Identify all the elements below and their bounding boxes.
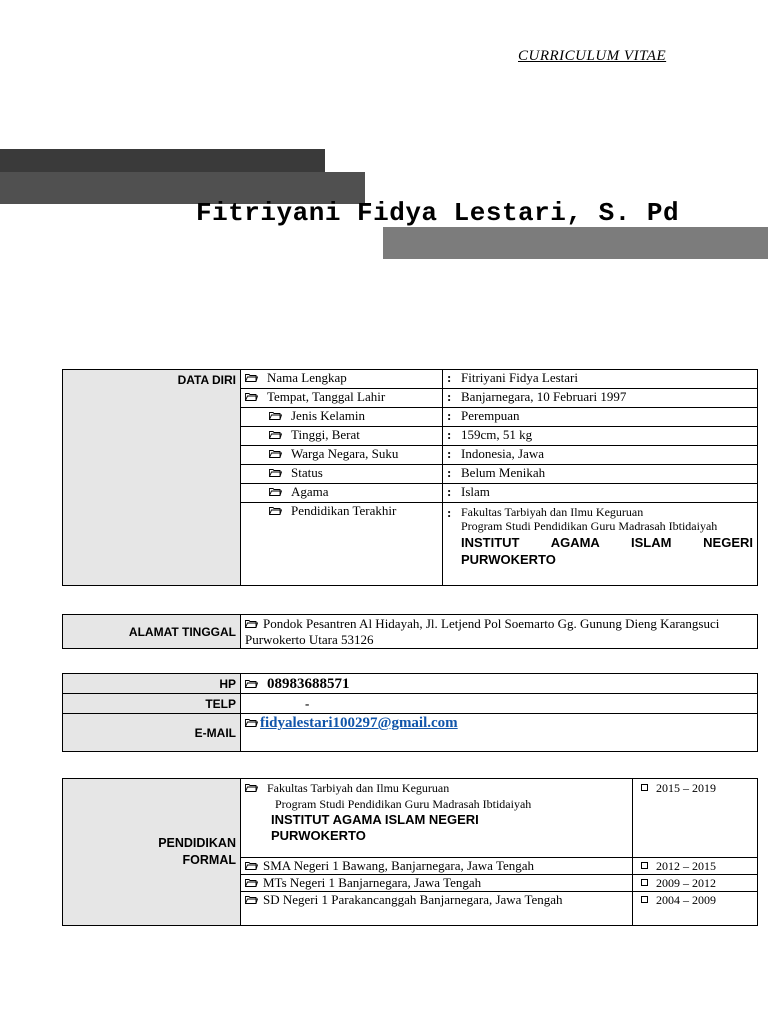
checkbox-icon	[641, 862, 648, 869]
email-value	[241, 714, 758, 752]
checkbox-icon	[641, 784, 648, 791]
education-mts-years: 2009 – 2012	[633, 875, 758, 892]
field-jenis-kelamin: Jenis Kelamin	[241, 408, 443, 427]
folder-icon	[269, 487, 282, 496]
checkbox-icon	[641, 879, 648, 886]
value-nama: : Fitriyani Fidya Lestari	[443, 370, 758, 389]
education-sd-years: 2004 – 2009	[633, 892, 758, 926]
field-tinggi-berat: Tinggi, Berat	[241, 427, 443, 446]
telp-label: TELP	[63, 694, 241, 714]
value-ttl: : Banjarnegara, 10 Februari 1997	[443, 389, 758, 408]
folder-icon	[245, 895, 258, 904]
full-name: Fitriyani Fidya Lestari, S. Pd	[196, 198, 680, 228]
value-status: : Belum Menikah	[443, 465, 758, 484]
folder-icon	[245, 619, 258, 628]
education-sma-years: 2012 – 2015	[633, 858, 758, 875]
email-label: E-MAIL	[63, 714, 241, 752]
contact-table	[62, 673, 758, 752]
folder-icon	[245, 861, 258, 870]
folder-icon	[245, 783, 258, 792]
folder-icon	[269, 468, 282, 477]
alamat-label: ALAMAT TINGGAL	[63, 615, 241, 649]
education-label: PENDIDIKAN FORMAL	[63, 779, 241, 926]
education-mts: MTs Negeri 1 Banjarnegara, Jawa Tengah	[241, 875, 633, 892]
folder-icon	[245, 679, 258, 688]
field-status: Status	[241, 465, 443, 484]
value-tinggi-berat: : 159cm, 51 kg	[443, 427, 758, 446]
field-warga-negara: Warga Negara, Suku	[241, 446, 443, 465]
cv-title: CURRICULUM VITAE	[518, 48, 667, 64]
folder-icon	[245, 718, 258, 727]
field-agama: Agama	[241, 484, 443, 503]
education-sma: SMA Negeri 1 Bawang, Banjarnegara, Jawa Tengah	[241, 858, 633, 875]
folder-icon	[269, 506, 282, 515]
folder-icon	[269, 411, 282, 420]
folder-icon	[269, 430, 282, 439]
decorative-bar-right	[383, 227, 768, 259]
folder-icon	[269, 449, 282, 458]
field-pendidikan-terakhir: Pendidikan Terakhir	[241, 503, 443, 586]
education-table	[62, 778, 758, 926]
data-diri-table	[62, 369, 758, 586]
email-link[interactable]: fidyalestari100297@gmail.com	[260, 715, 458, 731]
field-ttl: Tempat, Tanggal Lahir	[241, 389, 443, 408]
field-nama: Nama Lengkap	[241, 370, 443, 389]
hp-label: HP	[63, 674, 241, 694]
education-sd: SD Negeri 1 Parakancanggah Banjarnegara, Jawa Tengah	[241, 892, 633, 926]
folder-icon	[245, 373, 258, 382]
alamat-table	[62, 614, 758, 649]
checkbox-icon	[641, 896, 648, 903]
value-pendidikan-terakhir: : Fakultas Tarbiyah dan Ilmu Keguruan Program Studi Pendidikan Guru Madrasah Ibtidaiyah INSTITUT AGAMA ISLAM NEGERI PURWOKERTO	[443, 503, 758, 586]
telp-value: -	[241, 694, 758, 714]
folder-icon	[245, 392, 258, 401]
value-warga-negara: : Indonesia, Jawa	[443, 446, 758, 465]
data-diri-label: DATA DIRI	[63, 370, 241, 586]
folder-icon	[245, 878, 258, 887]
value-agama: : Islam	[443, 484, 758, 503]
alamat-value: Pondok Pesantren Al Hidayah, Jl. Letjend Pol Soemarto Gg. Gunung Dieng Karangsuci Purwokerto Utara 53126	[241, 615, 758, 649]
value-jenis-kelamin: : Perempuan	[443, 408, 758, 427]
education-university-years: 2015 – 2019	[633, 779, 758, 858]
hp-value: 08983688571	[241, 674, 758, 694]
education-university: Fakultas Tarbiyah dan Ilmu Keguruan Program Studi Pendidikan Guru Madrasah Ibtidaiyah INSTITUT AGAMA ISLAM NEGERI PURWOKERTO	[241, 779, 633, 858]
